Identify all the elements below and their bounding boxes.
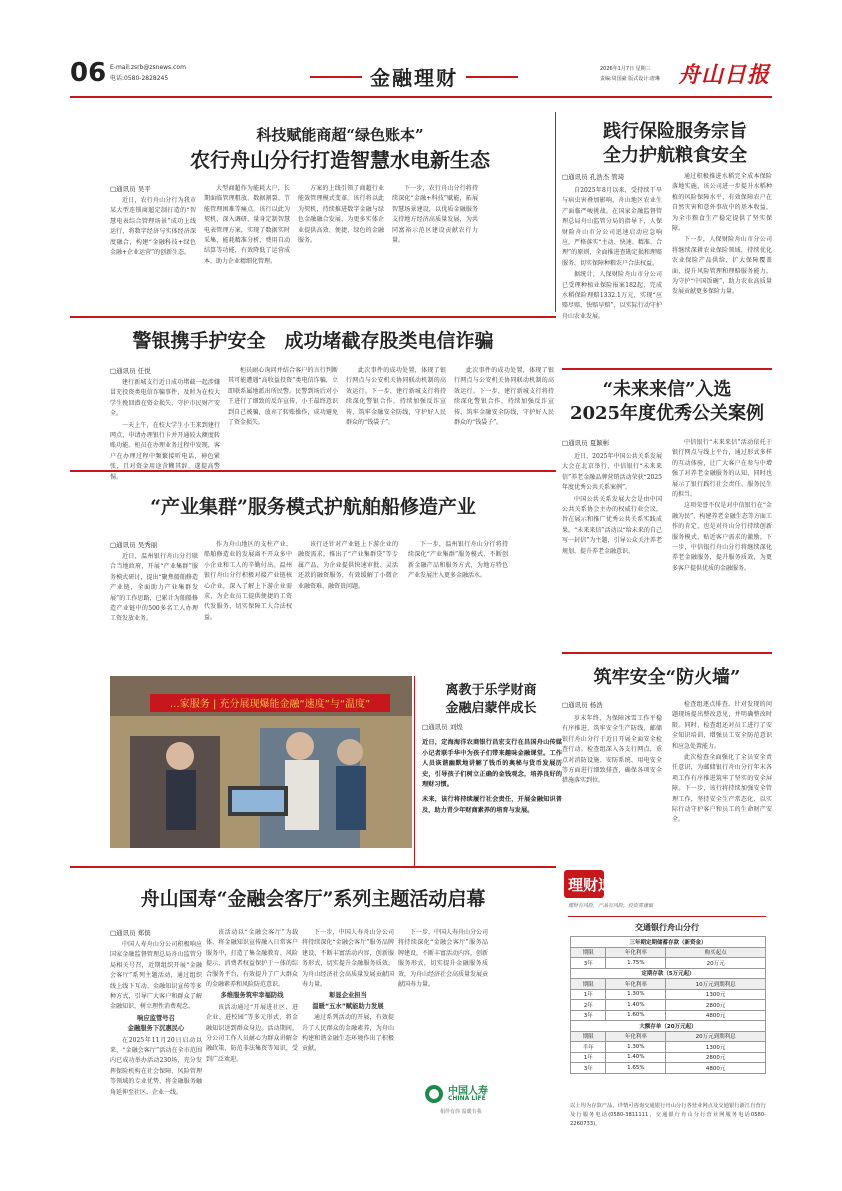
table-row bbox=[571, 958, 766, 969]
news-photo bbox=[110, 676, 412, 848]
rates-cell: 20万元 bbox=[666, 958, 766, 969]
rates-cell: 1.40% bbox=[606, 1052, 666, 1063]
header-rule bbox=[70, 96, 772, 98]
article-paragraph: 通过积极推进水稻完全成本保险落地实施，该公司进一步提升水稻种植的风险保障水平，有效保障农户在自然灾害和意外事故中的基本收益，为全市粮食生产稳定提供了坚实保障。 bbox=[672, 173, 772, 233]
article-title: 离教于乐学财商 金融启蒙伴成长 bbox=[445, 683, 537, 716]
section-title: 金融理财 bbox=[370, 62, 458, 91]
article-byline: □通讯员 杨浩 bbox=[562, 701, 603, 709]
issue-info bbox=[600, 64, 660, 84]
china-life-en: CHINA LIFE bbox=[448, 1095, 486, 1102]
article-body-col4 bbox=[392, 184, 478, 308]
article-paragraph: 这项荣誉不仅是对中信银行在“金融为民”、构建养老金融生态等方面工作的肯定，也是对舟山分行持续创新服务模式、贴近客户需求的激励。下一步，中信银行舟山分行将继续深化养老金融服务，提升服务质效，为更多客户提供优质的金融服务。 bbox=[672, 502, 772, 572]
article-paragraph: 中国公共关系发展大会是由中国公共关系协会主办的权威行业会议，旨在展示和推广优秀公共关系实践成果。“未来来信”活动以“给未来的自己写一封信”为主题，引导公众关注养老规划，提升养老金融意识。 bbox=[562, 495, 662, 555]
column-divider bbox=[414, 676, 415, 866]
rates-cell: 1.65% bbox=[606, 1063, 666, 1074]
rates-col-header: 年化利率 bbox=[606, 947, 666, 958]
article-paragraph: 下一步，温州银行舟山分行将持续深化“产业集群”服务模式，不断创新金融产品和服务方式，为地方特色产业发展注入更多金融活水。 bbox=[408, 541, 508, 580]
article-body-col3 bbox=[302, 928, 394, 1136]
article-paragraph: 近日，温州银行舟山分行联合当地政府，开展“产业集群”服务模式研讨，提出“聚焦船舶修造产业链，全面助力产业集群发展”的工作思路，已累计为舶船修造产业链中的500多名工人办理工资发放业务。 bbox=[110, 553, 198, 623]
article-body-col3 bbox=[298, 184, 384, 308]
article-paragraph: 自2025年8月以来，受持续干旱与病虫害叠加影响，舟山地区农业生产面临严峻挑战。在国家金融监督管理总局舟山监管分局的指导下，人保财险舟山市分公司迅速启动应急响应，严格落实“主动、快速、精准、合理”的原则，全面推进查勘定损和理赔服务，切实保障种粮农户合法权益。 bbox=[562, 187, 662, 267]
article-paragraph: 此次事件的成功处置，体现了银行网点与公安机关协同联动机制的高效运行。下一步，建行新城支行将持续深化警银合作，持续加强反诈宣传，筑牢金融安全防线，守护好人民群众的“钱袋子”。 bbox=[346, 367, 446, 427]
article-paragraph: 大型商超作为能耗大户，长期面临管理粗放、数据割裂、节能管理困难等痛点。该行以此为契机，深入调研，量身定制智慧电表管理方案，实现了数据实时采集、能耗精准分析、费用自动结算等功能，有效降低了运营成本，助力企业精细化管理。 bbox=[204, 185, 290, 265]
section-rule bbox=[70, 470, 556, 472]
rates-cell: 2800元 bbox=[666, 1052, 766, 1063]
ad-footnote-text: 以上均为存款产品，详情可咨询交通银行舟山分行各营业网点及交通银行浙江自营行及行服务电话(0580-3811111，交通银行舟山分行营业网服务电话0580-2260733)。 bbox=[570, 1103, 766, 1127]
article-subhead: 多维服务筑牢幸福防线 bbox=[220, 992, 284, 1000]
section-rule bbox=[562, 652, 772, 654]
article-byline: □通讯员 吴平 bbox=[110, 185, 151, 193]
rates-col-header: 20万元到期利息 bbox=[666, 1031, 766, 1042]
article-paragraph: 下一步，中国人寿舟山分公司将持续深化“金融会客厅”服务品牌建设，不断丰富活动内容，创新服务形式，切实提升金融服务质效，为舟山经济社会高质量发展贡献国寿力量。 bbox=[398, 929, 489, 989]
article-paragraph: 近日，2025年中国公共关系发展大会在北京举行，中信银行“未来来信”养老金融品牌营销活动荣获“2025年度优秀公共关系案例”。 bbox=[562, 453, 662, 492]
financial-ad bbox=[562, 870, 776, 1136]
rates-col-header: 期限 bbox=[571, 979, 606, 990]
article-title: 舟山国寿“金融会客厅”系列主题活动启幕 bbox=[140, 888, 486, 910]
article-body-col1 bbox=[562, 452, 662, 642]
article-byline: □通讯员 刘煌 bbox=[422, 723, 463, 731]
rates-col-header: 年化利率 bbox=[606, 979, 666, 990]
article-paragraph: 通过系列活动的开展，有效提升了人民群众的金融素养，为舟山构建和谐金融生态环境作出了积极贡献。 bbox=[302, 1014, 394, 1053]
article-paragraph: 下一步，农行舟山分行将持续深化“金融+科技”赋能，拓展智慧场景建设，以优质金融服务支持地方经济高质量发展，为共同富裕示范区建设贡献农行力量。 bbox=[392, 185, 478, 245]
feature-lead bbox=[422, 738, 562, 816]
rates-cell: 3年 bbox=[571, 1063, 606, 1074]
rates-col-header: 期限 bbox=[571, 1031, 606, 1042]
article-title: 农行舟山分行打造智慧水电新生态 bbox=[190, 148, 490, 172]
article-byline: □通讯员 孔浩杰 管琦 bbox=[562, 173, 625, 181]
article-byline: □通讯员 夏颖彬 bbox=[562, 439, 610, 447]
article-paragraph: 近日，农行舟山分行为我市某大型连锁商超定制打造的“智慧电表综合管理场景”成功上线运行，将数字经济与实体经济深度融合，构建“金融科技+绿色金融+企业运营”的创新生态。 bbox=[110, 197, 196, 257]
rates-section-title: 三年期定期储蓄存款（新资金） bbox=[571, 937, 766, 948]
rates-cell: 3年 bbox=[571, 1010, 606, 1021]
newspaper-masthead: 舟山日报 bbox=[678, 62, 771, 88]
ad-footnote bbox=[570, 1102, 766, 1132]
rates-cell: 1.75% bbox=[606, 958, 666, 969]
article-paragraph: 中信银行“未来来信”活动依托于银行网点与线上平台，通过形式多样的互动体验，让广大客户在参与中增强了对养老金融服务的认知，同时也展示了银行践行社会责任、服务民生的担当。 bbox=[672, 439, 772, 499]
article-body-col2 bbox=[204, 184, 290, 308]
issue-date: 2026年1月7日 星期三 bbox=[600, 66, 651, 72]
rates-cell: 3年 bbox=[571, 958, 606, 969]
article-title: “未来来信”入选 2025年度优秀公关案例 bbox=[569, 379, 765, 424]
column-divider bbox=[555, 112, 556, 312]
rates-table bbox=[570, 936, 766, 1074]
article-subhead: 响应监管号召 金融服务下沉惠民心 bbox=[127, 1014, 185, 1033]
rates-cell: 1300元 bbox=[666, 1042, 766, 1053]
section-rule bbox=[70, 866, 556, 868]
rates-cell: 1300元 bbox=[666, 989, 766, 1000]
contact-info bbox=[110, 62, 186, 84]
article-body-col1 bbox=[110, 940, 202, 1136]
article-body-col1 bbox=[110, 378, 220, 481]
article-body-col2 bbox=[204, 540, 292, 668]
rates-cell: 4800元 bbox=[666, 1010, 766, 1021]
rates-cell: 2年 bbox=[571, 1000, 606, 1011]
section-rule bbox=[562, 368, 772, 370]
article-byline: □通讯员 任悦 bbox=[110, 367, 151, 375]
table-row bbox=[571, 1000, 766, 1011]
feature-box bbox=[420, 682, 562, 862]
china-life-slogan: 相伴有你 温暖有我 bbox=[440, 1109, 482, 1115]
article-paragraph: 柜员耐心询问并结合客户的言行判断其可能遭遇“高收益投资”类电信诈骗，立即联系属地派出所民警。民警到场后对小王进行了细致的反诈宣传，小王最终意识到自己被骗，放弃了转账操作，成功避免了资金损失。 bbox=[228, 367, 338, 427]
article-paragraph: 检查组逐点排查，针对发现的问题现场提出整改意见，并明确整改时限。同时，检查组还对员工进行了安全知识培训，增强员工安全防范意识和应急处置能力。 bbox=[672, 701, 772, 750]
article-body-col3 bbox=[346, 366, 446, 462]
article-body-col2 bbox=[672, 700, 772, 864]
article-body-col2 bbox=[672, 172, 772, 366]
rates-cell: 1.30% bbox=[606, 989, 666, 1000]
article-paragraph: 此次检查全面强化了全员安全责任意识，为邮储银行舟山分行年末各项工作有序推进筑牢了坚实的安全屏障。下一步，该行将持续加强安全管理工作，坚持安全生产常态化，以实际行动守护客户和员工的生命财产安全。 bbox=[672, 754, 772, 824]
china-life-cn: 中国人寿 bbox=[448, 1086, 488, 1097]
ad-tagline: 理财有风险，产品有风险，投资需谨慎 bbox=[568, 903, 654, 909]
article-byline: □通讯员 郑傧 bbox=[110, 929, 151, 937]
photo-banner-text: …家服务 | 充分展现爆能金融“速度”与“温度” bbox=[169, 699, 371, 710]
article-body-col2 bbox=[672, 438, 772, 644]
rates-col-header: 期限 bbox=[571, 947, 606, 958]
article-paragraph: 建行新城支行近日成功堵截一起涉嫌冒充投资类电信诈骗事件，及时为在校大学生挽回潜在资金损失，守护市民财产安全。 bbox=[110, 379, 220, 418]
issue-editor: 责编:周国豪 版式设计:唐琳 bbox=[600, 76, 660, 82]
article-subtitle: 科技赋能商超“绿色账本” bbox=[256, 126, 424, 144]
rates-cell: 1年 bbox=[571, 989, 606, 1000]
article-body-col4 bbox=[454, 366, 554, 462]
article-paragraph: 据统计，人保财险舟山市分公司已受理种植业保险报案182起，完成水稻保险理赔1332.1万元，实现“应赔尽赔、快赔早赔”，以实际行动守护舟山农业发展。 bbox=[562, 271, 662, 320]
article-body-col1 bbox=[110, 552, 198, 668]
article-body-col1 bbox=[562, 714, 662, 864]
ad-brand: 理财速递 bbox=[568, 876, 629, 894]
article-paragraph: 下一步，人保财险舟山市分公司将继续深耕农业保险领域，持续优化农业保险产品供给，扩大保障覆盖面，提升风险管理和理赔服务能力，为守护“中国饭碗”、助力农业高质量发展贡献更多保险力量。 bbox=[672, 236, 772, 296]
feature-paragraph: 近日，定海海洋农商银行昌宏支行在昌国舟山传媒小记者联手华中为孩子们带来趣味金融课堂。工作人员诙谐幽默地讲解了钱币的奥秘与货币发展历史，引导孩子们树立正确的金钱观念，培养良好的理财习惯。 bbox=[422, 739, 562, 789]
photo-illustration bbox=[110, 676, 412, 848]
article-title: 警银携手护安全 成功堵截存股类电信诈骗 bbox=[132, 330, 494, 352]
article-paragraph: 此次事件的成功处置，体现了银行网点与公安机关协同联动机制的高效运行。下一步，建行新城支行将持续深化警银合作，持续加强反诈宣传，筑牢金融安全防线，守护好人民群众的“钱袋子”。 bbox=[454, 367, 554, 427]
section-rule bbox=[70, 316, 556, 318]
article-paragraph: 该行还针对产业链上下游企业的融资需求，推出了“产业集群贷”等专属产品，为企业提供快速审批、灵活还款的融资服务，有效缓解了小微企业融资难、融资贵问题。 bbox=[298, 541, 398, 590]
article-title: 筑牢安全“防火墙” bbox=[593, 667, 741, 688]
rates-cell: 2800元 bbox=[666, 1000, 766, 1011]
feature-paragraph: 未来，该行将持续履行社会责任，开展金融知识普及，助力青少年财商素养的培育与发展。 bbox=[422, 795, 562, 814]
rates-cell: 1年 bbox=[571, 1052, 606, 1063]
table-row bbox=[571, 989, 766, 1000]
article-paragraph: 中国人寿舟山分公司积极响应国家金融监督管理总局舟山监管分局相关号召，近期组织开展“金融会客厅”系列主题活动，通过组织线上线下互动、金融知识宣传等多种方式，引导广大客户和群众了解金融知识、树立理性消费观念。 bbox=[110, 941, 202, 1011]
table-row bbox=[571, 1010, 766, 1021]
article-body-col4 bbox=[398, 928, 488, 1068]
table-row bbox=[571, 1052, 766, 1063]
article-paragraph: 方案的上线引领了商超行业能效管理模式变革。该行将以此为契机，持续推进数字金融与绿色金融融合发展，为更多实体企业提供高效、便捷、绿色的金融服务。 bbox=[298, 185, 384, 245]
china-life-logo bbox=[424, 1080, 544, 1120]
article-body-col1 bbox=[110, 196, 196, 308]
table-row bbox=[571, 1063, 766, 1074]
article-body-col4 bbox=[408, 540, 508, 668]
rates-section-title: 大额存单（20万元起） bbox=[571, 1021, 766, 1032]
table-row bbox=[571, 1042, 766, 1053]
article-paragraph: 在2025年11月20日启动以来，“金融会客厅”活动在全市范围内已成功举办活动230场，充分发挥保险机构在社会保障、风险管理等领域的专业优势，将金融服务触角延伸至社区、企业一线。 bbox=[110, 1036, 202, 1096]
article-paragraph: 该活动以“金融会客厅”为载体，将金融知识宣传融入日常客户服务中，打造了集金融教育、风险提示、消费者权益保护于一体的综合服务平台，有效提升了广大群众的金融素养和风险防范意识。 bbox=[206, 929, 298, 989]
article-subhead: 彰显企业担当 温暖“五水”赋能助力发展 bbox=[312, 992, 384, 1010]
article-body-col1 bbox=[562, 186, 662, 366]
article-title: 践行保险服务宗旨 全力护航粮食安全 bbox=[603, 121, 747, 166]
rates-cell: 4800元 bbox=[666, 1063, 766, 1074]
rates-col-header: 10万元到期利息 bbox=[666, 979, 766, 990]
ad-divider bbox=[568, 916, 766, 917]
article-body-col2 bbox=[206, 928, 298, 1136]
article-title: “产业集群”服务模式护航舶船修造产业 bbox=[150, 496, 476, 518]
article-paragraph: 下一步，中国人寿舟山分公司将持续深化“金融会客厅”服务品牌建设，不断丰富活动内容，创新服务形式，切实提升金融服务质效，为舟山经济社会高质量发展贡献国寿力量。 bbox=[302, 929, 394, 989]
rates-col-header: 年化利率 bbox=[606, 1031, 666, 1042]
article-paragraph: 岁末年终，为保障冰雪工作平稳有序推进，筑牢安全生产防线，邮储银行舟山分行于近日开展全面安全检查行动。检查组深入各支行网点，重点对消防设施、安防系统、用电安全等方面进行细致排查，确保各项安全措施落实到位。 bbox=[562, 715, 662, 785]
rates-section-title: 定期存款（5万元起） bbox=[571, 968, 766, 979]
article-paragraph: 该活动通过“开展进社区、进企业、进校园”等多元形式，将金融知识送到群众身边。活动期间，分公司工作人员耐心为群众讲解金融政策、防范非法集资等知识，受到广泛欢迎。 bbox=[206, 1003, 298, 1063]
rates-cell: 1.60% bbox=[606, 1010, 666, 1021]
china-life-emblem-icon bbox=[424, 1084, 444, 1104]
page-header bbox=[70, 58, 772, 98]
rates-cell: 半年 bbox=[571, 1042, 606, 1053]
page-number: 06 bbox=[70, 58, 107, 88]
email-text: E-mail:zsrb@zsnews.com bbox=[110, 64, 186, 71]
rates-col-header: 购买起点 bbox=[666, 947, 766, 958]
rates-cell: 1.40% bbox=[606, 1000, 666, 1011]
rates-cell: 1.30% bbox=[606, 1042, 666, 1053]
article-body-col3 bbox=[298, 540, 398, 668]
article-body-col2 bbox=[228, 366, 338, 462]
article-byline: □通讯员 吴秀丽 bbox=[110, 541, 158, 549]
article-paragraph: 一天上午，在校大学生小王来到建行网点，申请办理银行卡并开通较大额度转账功能。柜员在办理业务过程中发现，客户在办理过程中频繁接听电话，神色紧张，且对资金用途含糊其辞，遂提高警惕。 bbox=[110, 421, 220, 481]
phone-text: 电话:0580-2828245 bbox=[110, 75, 169, 82]
ad-bank-title: 交通银行舟山分行 bbox=[635, 923, 699, 932]
article-paragraph: 作为舟山地区的支柱产业，船舶修造业的发展离不开众多中小企业和工人的辛勤付出。温州银行舟山分行积极对接产业链核心企业，深入了解上下游企业需求，为企业员工提供便捷的工资代发服务，切实保障工人合法权益。 bbox=[204, 541, 292, 621]
